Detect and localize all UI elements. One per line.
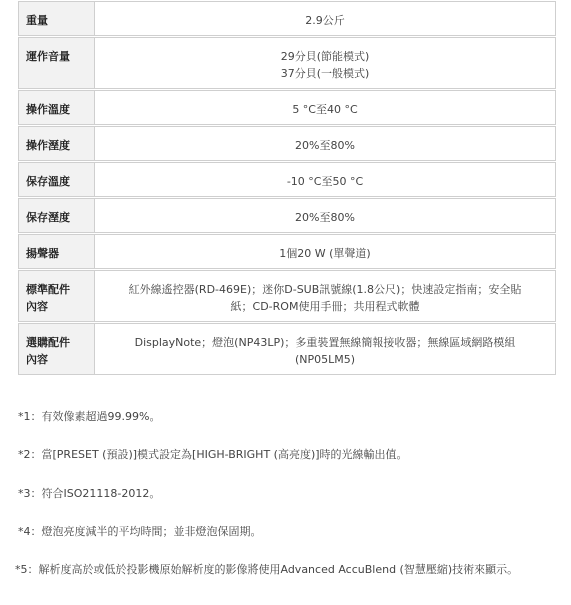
footnote-2: *2：當[PRESET (預設)]模式設定為[HIGH-BRIGHT (高亮度)]時的光線輸出值。 [18,448,408,461]
row-label-store-humidity: 保存溼度 [18,198,94,233]
footnote-5: *5：解析度高於或低於投影機原始解析度的影像將使用Advanced AccuBlend (智慧壓縮)技術來顯示。 [15,563,519,576]
row-label-op-humidity: 操作溼度 [18,126,94,161]
table-row [18,90,556,125]
table-row [18,270,556,322]
row-label-weight: 重量 [18,1,94,36]
row-label-speaker: 揚聲器 [18,234,94,269]
row-value-store-humidity: 20%至80% [94,198,556,233]
row-label-opt-accessories: 選購配件 內容 [18,323,94,375]
row-label-op-temp: 操作溫度 [18,90,94,125]
table-row [18,1,556,36]
row-label-store-temp: 保存溫度 [18,162,94,197]
table-row [18,234,556,269]
spec-table [18,0,556,376]
table-row [18,162,556,197]
row-value-std-accessories: 紅外線遙控器(RD-469E)；迷你D-SUB訊號線(1.8公尺)；快速設定指南；安全貼 紙；CD-ROM使用手冊；共用程式軟體 [94,270,556,322]
table-row [18,323,556,375]
table-row [18,37,556,89]
table-row [18,198,556,233]
row-label-std-accessories: 標準配件 內容 [18,270,94,322]
row-value-speaker: 1個20 W (單聲道) [94,234,556,269]
row-value-op-humidity: 20%至80% [94,126,556,161]
footnote-4: *4：燈泡亮度減半的平均時間；並非燈泡保固期。 [18,525,262,538]
row-value-op-temp: 5 °C至40 °C [94,90,556,125]
footnote-3: *3：符合ISO21118-2012。 [18,487,161,500]
row-value-noise: 29分貝(節能模式) 37分貝(一般模式) [94,37,556,89]
footnote-1: *1：有效像素超過99.99%。 [18,410,161,423]
row-value-weight: 2.9公斤 [94,1,556,36]
table-row [18,126,556,161]
row-value-store-temp: -10 °C至50 °C [94,162,556,197]
row-value-opt-accessories: DisplayNote；燈泡(NP43LP)；多重裝置無線簡報接收器；無線區域網路模組 (NP05LM5) [94,323,556,375]
row-label-noise: 運作音量 [18,37,94,89]
